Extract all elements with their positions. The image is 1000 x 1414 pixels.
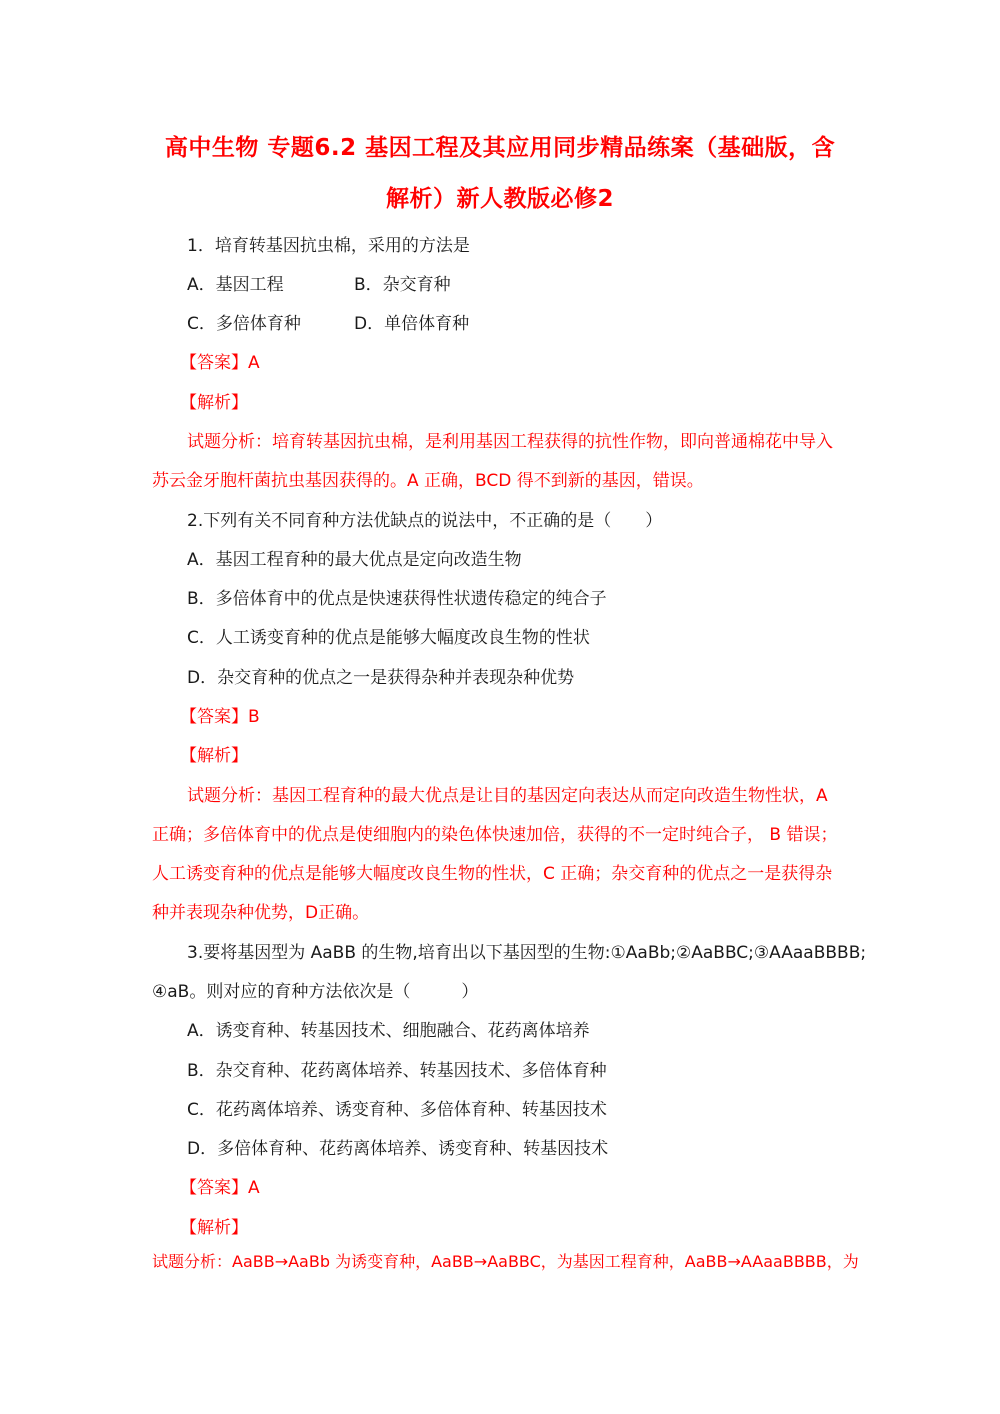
- question-2-analysis-line-2: 正确；多倍体育中的优点是使细胞内的染色体快速加倍，获得的不一定时纯合子， B 错误；: [152, 825, 838, 845]
- question-3-option-c: C．花药离体培养、诱变育种、多倍体育种、转基因技术: [187, 1100, 607, 1120]
- question-1-option-b: B．杂交育种: [354, 275, 451, 295]
- question-3-stem-line-2: ④aB。则对应的育种方法依次是（ ）: [152, 982, 479, 1002]
- question-2-analysis-line-3: 人工诱变育种的优点是能够大幅度改良生物的性状，C 正确；杂交育种的优点之一是获得杂: [152, 864, 833, 884]
- question-2-option-d: D．杂交育种的优点之一是获得杂种并表现杂种优势: [187, 668, 575, 688]
- question-3-analysis-label: 【解析】: [180, 1218, 248, 1238]
- question-2-option-b: B．多倍体育中的优点是快速获得性状遗传稳定的纯合子: [187, 589, 607, 609]
- question-3-answer: 【答案】A: [180, 1178, 260, 1198]
- question-1-option-a: A．基因工程: [187, 275, 284, 295]
- question-1-option-c: C．多倍体育种: [187, 314, 301, 334]
- question-1-answer: 【答案】A: [180, 353, 260, 373]
- question-2-option-c: C．人工诱变育种的优点是能够大幅度改良生物的性状: [187, 628, 590, 648]
- question-1-analysis-line-1: 试题分析：培育转基因抗虫棉，是利用基因工程获得的抗性作物，即向普通棉花中导入: [187, 432, 833, 452]
- question-3-option-b: B．杂交育种、花药离体培养、转基因技术、多倍体育种: [187, 1061, 607, 1081]
- question-1-option-d: D．单倍体育种: [354, 314, 470, 334]
- question-2-analysis-line-4: 种并表现杂种优势，D正确。: [152, 903, 370, 923]
- document-title-line-1: 高中生物 专题6.2 基因工程及其应用同步精品练案（基础版，含: [164, 135, 836, 161]
- question-2-option-a: A．基因工程育种的最大优点是定向改造生物: [187, 550, 522, 570]
- question-3-option-d: D．多倍体育种、花药离体培养、诱变育种、转基因技术: [187, 1139, 609, 1159]
- question-3-analysis-line-1: 试题分析：AaBB→AaBb 为诱变育种，AaBB→AaBBC，为基因工程育种，AaBB→AAaaBBBB，为: [152, 1252, 859, 1271]
- question-3-option-a: A．诱变育种、转基因技术、细胞融合、花药离体培养: [187, 1021, 590, 1041]
- question-1-analysis-line-2: 苏云金牙胞杆菌抗虫基因获得的。A 正确，BCD 得不到新的基因，错误。: [152, 471, 704, 491]
- question-2-analysis-line-1: 试题分析：基因工程育种的最大优点是让目的基因定向表达从而定向改造生物性状，A: [187, 786, 828, 806]
- question-2-analysis-label: 【解析】: [180, 746, 248, 766]
- question-2-stem: 2.下列有关不同育种方法优缺点的说法中，不正确的是（ ）: [187, 511, 663, 531]
- document-title-line-2: 解析）新人教版必修2: [385, 186, 614, 212]
- question-2-answer: 【答案】B: [180, 707, 260, 727]
- question-1-analysis-label: 【解析】: [180, 393, 248, 413]
- question-3-stem-line-1: 3.要将基因型为 AaBB 的生物,培育出以下基因型的生物:①AaBb;②AaBBC;③AAaaBBBB;: [187, 943, 867, 963]
- question-1-stem: 1．培育转基因抗虫棉，采用的方法是: [187, 236, 470, 256]
